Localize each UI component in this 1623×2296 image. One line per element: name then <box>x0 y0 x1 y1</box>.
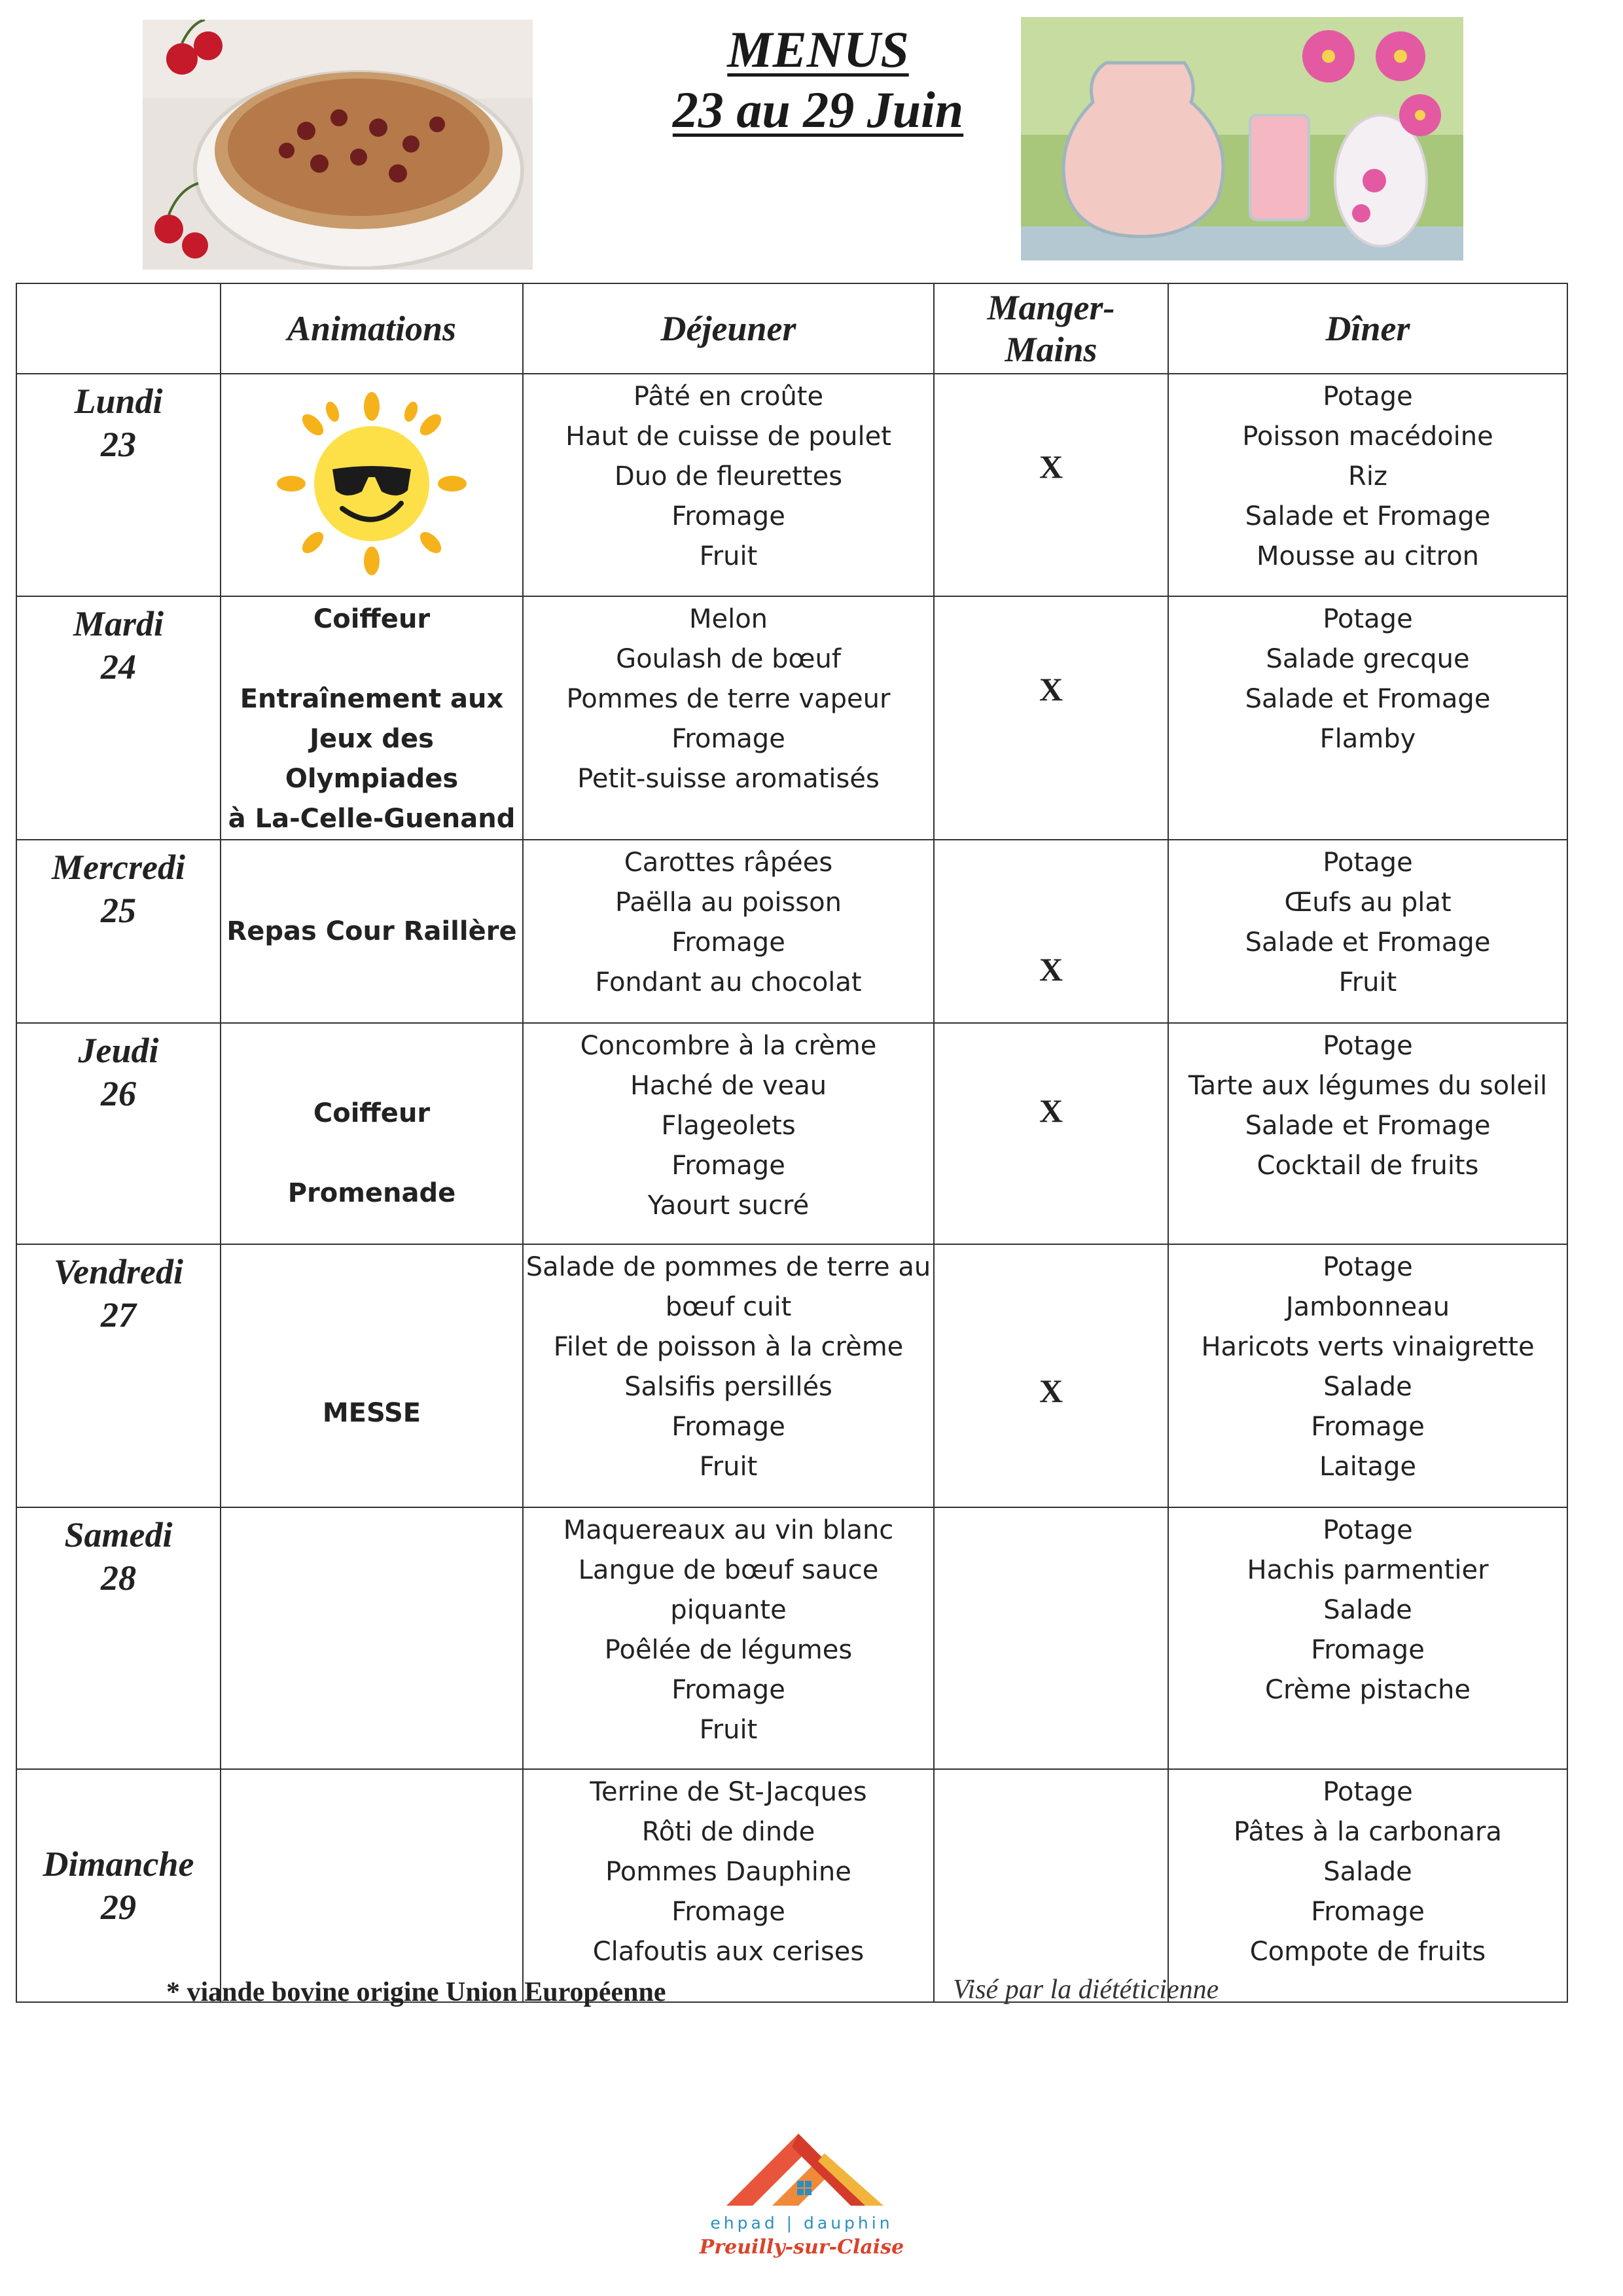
diner-item: Hachis parmentier <box>1247 1555 1489 1585</box>
diner-item: Cocktail de fruits <box>1257 1151 1479 1181</box>
dejeuner-item: Fromage <box>671 1897 785 1927</box>
table-row <box>16 1507 1567 1769</box>
dejeuner-item: Petit-suisse aromatisés <box>577 764 880 794</box>
beef-origin-note: * viande bovine origine Union Européenne <box>166 1977 666 2007</box>
animations-cell <box>221 596 523 840</box>
day-name: Dimanche <box>43 1844 194 1884</box>
animation-item: Jeux des Olympiades <box>285 724 459 794</box>
dejeuner-item: Yaourt sucré <box>647 1191 810 1221</box>
header-animations: Animations <box>221 283 523 374</box>
dejeuner-item: Pommes de terre vapeur <box>566 684 891 714</box>
cherry-clafoutis-image <box>143 20 533 270</box>
header-manger-mains-label: Manger-Mains <box>987 288 1115 369</box>
day-date: 27 <box>101 1295 136 1335</box>
diner-item: Poisson macédoine <box>1242 422 1493 452</box>
animation-item: MESSE <box>322 1397 421 1428</box>
dietitian-approval: Visé par la diététicienne <box>953 1975 1219 2005</box>
dejeuner-item: Haut de cuisse de poulet <box>565 422 891 452</box>
diner-item: Salade <box>1323 1857 1412 1887</box>
dejeuner-item: Fromage <box>671 1412 785 1442</box>
pink-lemonade-image <box>1021 17 1463 260</box>
dejeuner-cell <box>523 840 934 1023</box>
logo-brand: ehpad | dauphin <box>710 2214 893 2233</box>
day-cell <box>16 1507 221 1769</box>
diner-item: Crème pistache <box>1265 1675 1471 1705</box>
dejeuner-cell <box>523 1507 934 1769</box>
diner-item: Potage <box>1323 1515 1413 1545</box>
diner-item: Potage <box>1323 382 1413 412</box>
diner-item: Pâtes à la carbonara <box>1234 1817 1502 1847</box>
diner-cell <box>1168 374 1567 596</box>
dejeuner-item: Terrine de St-Jacques <box>590 1777 867 1807</box>
header-empty <box>16 283 221 374</box>
dejeuner-item: Salade de pommes de terre au <box>526 1252 931 1282</box>
day-name: Mardi <box>73 604 164 643</box>
diner-item: Salade et Fromage <box>1245 684 1491 714</box>
diner-cell <box>1168 1023 1567 1244</box>
header-row <box>16 283 1567 374</box>
diner-item: Jambonneau <box>1285 1292 1450 1322</box>
dejeuner-item: Fromage <box>671 927 785 958</box>
day-name: Jeudi <box>78 1031 159 1070</box>
diner-cell <box>1168 1244 1567 1507</box>
day-cell <box>16 840 221 1023</box>
ehpad-logo <box>694 2121 910 2271</box>
diner-item: Potage <box>1323 1031 1413 1061</box>
dejeuner-item: Poêlée de légumes <box>604 1635 853 1665</box>
diner-item: Œufs au plat <box>1284 888 1452 918</box>
animation-item: à La-Celle-Guenand <box>228 804 516 834</box>
dejeuner-cell <box>523 596 934 840</box>
dejeuner-item: Clafoutis aux cerises <box>592 1937 865 1967</box>
day-cell <box>16 596 221 840</box>
manger-mains-mark: X <box>1039 448 1063 485</box>
dejeuner-item: Fromage <box>671 501 785 531</box>
diner-item: Salade et Fromage <box>1245 1111 1491 1141</box>
diner-cell <box>1168 1507 1567 1769</box>
day-cell <box>16 1244 221 1507</box>
animation-item: Repas Cour Raillère <box>226 916 517 946</box>
table-row <box>16 1244 1567 1507</box>
manger-mains-cell <box>934 1244 1168 1507</box>
day-cell <box>16 1023 221 1244</box>
dejeuner-item: Fromage <box>671 1675 785 1705</box>
diner-item: Fromage <box>1311 1635 1425 1665</box>
logo-town: Preuilly-sur-Claise <box>699 2236 904 2259</box>
manger-mains-cell <box>934 1507 1168 1769</box>
diner-item: Riz <box>1348 461 1387 492</box>
dejeuner-item: Fruit <box>699 1452 758 1482</box>
dejeuner-item: Fruit <box>699 541 758 571</box>
dejeuner-cell <box>523 1769 934 2002</box>
animations-cell <box>221 1023 523 1244</box>
dejeuner-item: Fromage <box>671 724 785 754</box>
dejeuner-cell <box>523 1244 934 1507</box>
diner-item: Fromage <box>1311 1412 1425 1442</box>
diner-item: Fromage <box>1311 1897 1425 1927</box>
manger-mains-cell <box>934 1023 1168 1244</box>
header-dejeuner: Déjeuner <box>523 283 934 374</box>
title-menus: MENUS <box>727 21 909 78</box>
diner-item: Potage <box>1323 848 1413 878</box>
diner-cell <box>1168 1769 1567 2002</box>
diner-item: Potage <box>1323 1252 1413 1282</box>
diner-item: Laitage <box>1319 1452 1417 1482</box>
manger-mains-cell <box>934 374 1168 596</box>
diner-item: Tarte aux légumes du soleil <box>1188 1071 1548 1101</box>
animations-cell <box>221 1507 523 1769</box>
manger-mains-mark: X <box>1039 671 1063 708</box>
table-row <box>16 596 1567 840</box>
day-name: Lundi <box>74 382 163 421</box>
dejeuner-item: Concombre à la crème <box>580 1031 877 1061</box>
manger-mains-cell <box>934 1769 1168 2002</box>
dejeuner-item: Langue de bœuf sauce <box>578 1555 879 1585</box>
dejeuner-item: Carottes râpées <box>624 848 833 878</box>
diner-item: Haricots verts vinaigrette <box>1201 1332 1535 1362</box>
table-row <box>16 1023 1567 1244</box>
dejeuner-item: Fruit <box>699 1715 758 1745</box>
diner-item: Salade <box>1323 1595 1412 1625</box>
day-date: 29 <box>101 1888 136 1927</box>
dejeuner-item: Rôti de dinde <box>641 1817 815 1847</box>
animation-item: Coiffeur <box>313 604 431 634</box>
day-date: 25 <box>101 891 136 930</box>
dejeuner-item: Flageolets <box>661 1111 796 1141</box>
day-name: Vendredi <box>53 1252 184 1291</box>
menu-table <box>16 283 1568 2003</box>
table-row <box>16 374 1567 596</box>
dejeuner-item: Fromage <box>671 1151 785 1181</box>
table-row <box>16 840 1567 1023</box>
day-cell <box>16 1769 221 2002</box>
animation-item: Entraînement aux <box>240 684 504 714</box>
day-date: 24 <box>101 647 136 687</box>
dejeuner-item: piquante <box>670 1595 787 1625</box>
dejeuner-item: Pâté en croûte <box>633 382 824 412</box>
diner-item: Potage <box>1323 1777 1413 1807</box>
animations-cell <box>221 374 523 596</box>
manger-mains-cell <box>934 840 1168 1023</box>
header-diner: Dîner <box>1168 283 1567 374</box>
diner-item: Salade et Fromage <box>1245 501 1491 531</box>
diner-cell <box>1168 596 1567 840</box>
dejeuner-item: Fondant au chocolat <box>595 967 862 997</box>
manger-mains-cell <box>934 596 1168 840</box>
diner-item: Potage <box>1323 604 1413 634</box>
day-date: 26 <box>101 1074 136 1113</box>
animations-cell <box>221 840 523 1023</box>
diner-item: Salade grecque <box>1266 644 1470 674</box>
manger-mains-mark: X <box>1039 951 1063 988</box>
day-date: 28 <box>101 1558 136 1598</box>
day-cell <box>16 374 221 596</box>
animation-item: Promenade <box>287 1177 456 1208</box>
dejeuner-item: Melon <box>688 604 768 634</box>
roof-logo-icon <box>694 2121 910 2212</box>
dejeuner-item: Salsifis persillés <box>624 1372 832 1402</box>
day-date: 23 <box>101 425 136 464</box>
manger-mains-mark: X <box>1039 1092 1063 1129</box>
dejeuner-item: Haché de veau <box>630 1071 827 1101</box>
manger-mains-mark: X <box>1039 1372 1063 1409</box>
dejeuner-cell <box>523 374 934 596</box>
dejeuner-item: Pommes Dauphine <box>605 1857 851 1887</box>
dejeuner-item: Duo de fleurettes <box>614 461 843 492</box>
header-manger-mains <box>934 283 1168 374</box>
dejeuner-cell <box>523 1023 934 1244</box>
table-row <box>16 1769 1567 2002</box>
animations-cell <box>221 1244 523 1507</box>
diner-item: Fruit <box>1338 967 1397 997</box>
title-dates: 23 au 29 Juin <box>672 81 964 138</box>
dejeuner-item: bœuf cuit <box>665 1292 792 1322</box>
diner-cell <box>1168 840 1567 1023</box>
diner-item: Salade et Fromage <box>1245 927 1491 958</box>
diner-item: Mousse au citron <box>1256 541 1480 571</box>
dejeuner-item: Paëlla au poisson <box>615 888 842 918</box>
diner-item: Salade <box>1323 1372 1412 1402</box>
day-name: Samedi <box>64 1515 173 1554</box>
dejeuner-item: Maquereaux au vin blanc <box>563 1515 894 1545</box>
dejeuner-item: Filet de poisson à la crème <box>553 1332 904 1362</box>
page-title <box>589 20 1047 140</box>
dejeuner-item: Goulash de bœuf <box>616 644 841 674</box>
day-name: Mercredi <box>52 848 185 887</box>
diner-item: Flamby <box>1319 724 1416 754</box>
animations-cell <box>221 1769 523 2002</box>
diner-item: Compote de fruits <box>1249 1937 1486 1967</box>
sun-sunglasses-icon <box>277 392 467 575</box>
animation-item: Coiffeur <box>313 1098 431 1128</box>
